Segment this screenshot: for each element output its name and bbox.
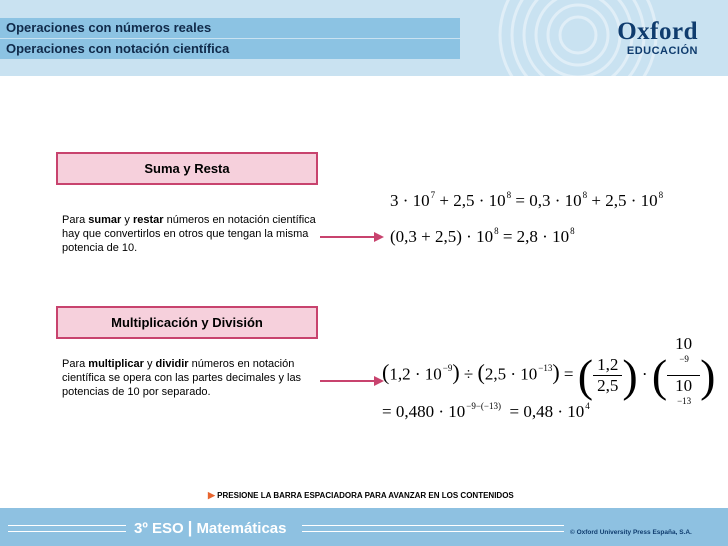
- copyright: © Oxford University Press España, S.A.: [570, 529, 692, 536]
- advance-instruction: ▶ PRESIONE LA BARRA ESPACIADORA PARA AVANZAR EN LOS CONTENIDOS: [208, 490, 514, 500]
- footer-decoration-middle: [302, 525, 564, 532]
- arrow-right-icon-2: [320, 375, 384, 387]
- triangle-right-icon: ▶: [208, 490, 215, 500]
- section-title-mult: Multiplicación y División: [56, 306, 318, 339]
- mult-equation-line2: = $0,480 \cdot 10^{-9-(-13)} = 0,48 \cdot 10^4$: [382, 401, 590, 421]
- oxford-logo: [617, 20, 698, 57]
- arrow-right-icon: [320, 231, 384, 243]
- section-title-sum: Suma y Resta: [56, 152, 318, 185]
- page-title: Operaciones con números reales: [0, 18, 460, 38]
- sum-equation-line2: $(0,3 + 2,5) \cdot 10^8 = 2,8 \cdot 10^8$: [390, 226, 575, 246]
- sum-equation-line1: $3 \cdot 10^7 + 2,5 \cdot 10^8 = 0,3 \cdot 10^8 + 2,5 \cdot 10^8$: [390, 190, 664, 210]
- course-brand: 3º ESO | Matemáticas: [134, 518, 287, 537]
- header: [0, 0, 728, 76]
- fraction-powers: 10 $^{-9}$ 10 $^{-13}$: [667, 334, 700, 417]
- logo-sub: EDUCACIÓN: [626, 45, 698, 57]
- footer: [0, 508, 728, 546]
- sum-description: Para sumar y restar números en notación científica hay que convertirlos en otros que tengan la misma potencia de 10.: [62, 214, 316, 254]
- mult-equation-line1: $(1,2 \cdot 10^{-9}) \div (2,5 \cdot 10^{-13})$ = ( $\frac{1,2}{2,5}$ ) · ( 10 $^{-9}$ 10 $^{-13}$ ): [382, 334, 715, 417]
- mult-description: Para multiplicar y dividir números en notación científica se opera con las partes decimales y las potencias de 10 por separado.: [62, 358, 302, 398]
- title-block: [0, 18, 460, 60]
- logo-main: Oxford: [617, 18, 698, 45]
- fraction-decimals: $\frac{1,2}{2,5}$: [593, 355, 622, 396]
- page-subtitle: Operaciones con notación científica: [0, 39, 460, 59]
- footer-decoration-left: [8, 525, 126, 532]
